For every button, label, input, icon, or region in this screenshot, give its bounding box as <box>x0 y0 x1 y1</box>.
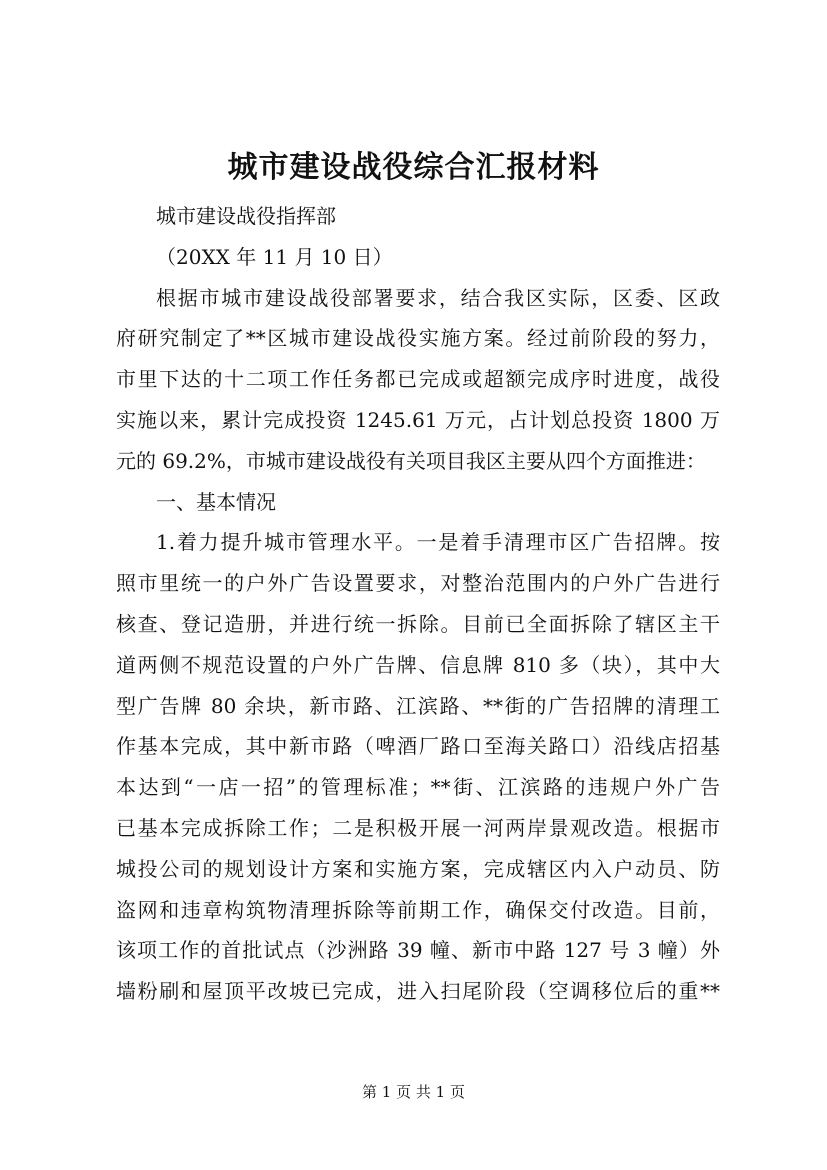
paragraph-line: 市里下达的十二项工作任务都已完成或超额完成序时进度，战役 <box>116 367 720 392</box>
date-line: （20XX 年 11 月 10 日） <box>156 244 393 269</box>
paragraph-line: 已基本完成拆除工作；二是积极开展一河两岸景观改造。根据市 <box>116 815 720 840</box>
paragraph-line: 作基本完成，其中新市路（啤酒厂路口至海关路口）沿线店招基 <box>116 734 720 759</box>
section-heading: 一、基本情况 <box>156 489 276 514</box>
paragraph-line: 根据市城市建设战役部署要求，结合我区实际，区委、区政 <box>156 285 720 310</box>
paragraph-line: 本达到“一店一招”的管理标准；**街、江滨路的违规户外广告 <box>116 775 720 800</box>
document-title: 城市建设战役综合汇报材料 <box>227 150 600 185</box>
paragraph-line: 元的 69.2%，市城市建设战役有关项目我区主要从四个方面推进： <box>116 448 706 473</box>
document-body <box>116 196 720 1012</box>
paragraph-line: 该项工作的首批试点（沙洲路 39 幢、新市中路 127 号 3 幢）外 <box>116 938 720 963</box>
paragraph-line: 实施以来，累计完成投资 1245.61 万元，占计划总投资 1800 万 <box>116 407 720 432</box>
page-footer: 第 1 页 共 1 页 <box>362 1083 465 1101</box>
paragraph-line: 府研究制定了**区城市建设战役实施方案。经过前阶段的努力， <box>116 326 720 351</box>
paragraph-line: 城投公司的规划设计方案和实施方案，完成辖区内入户动员、防 <box>116 856 720 881</box>
paragraph-line: 盗网和违章构筑物清理拆除等前期工作，确保交付改造。目前， <box>116 897 720 922</box>
paragraph-line: 型广告牌 80 余块，新市路、江滨路、**街的广告招牌的清理工 <box>116 693 720 718</box>
paragraph-line: 照市里统一的户外广告设置要求，对整治范围内的户外广告进行 <box>116 571 720 596</box>
paragraph-line: 核查、登记造册，并进行统一拆除。目前已全面拆除了辖区主干 <box>116 611 720 636</box>
author-line: 城市建设战役指挥部 <box>156 204 336 228</box>
paragraph-line: 墙粉刷和屋顶平改坡已完成，进入扫尾阶段（空调移位后的重** <box>116 979 720 1004</box>
paragraph-line: 道两侧不规范设置的户外广告牌、信息牌 810 多（块），其中大 <box>116 652 720 677</box>
paragraph-line: 1.着力提升城市管理水平。一是着手清理市区广告招牌。按 <box>156 530 720 555</box>
